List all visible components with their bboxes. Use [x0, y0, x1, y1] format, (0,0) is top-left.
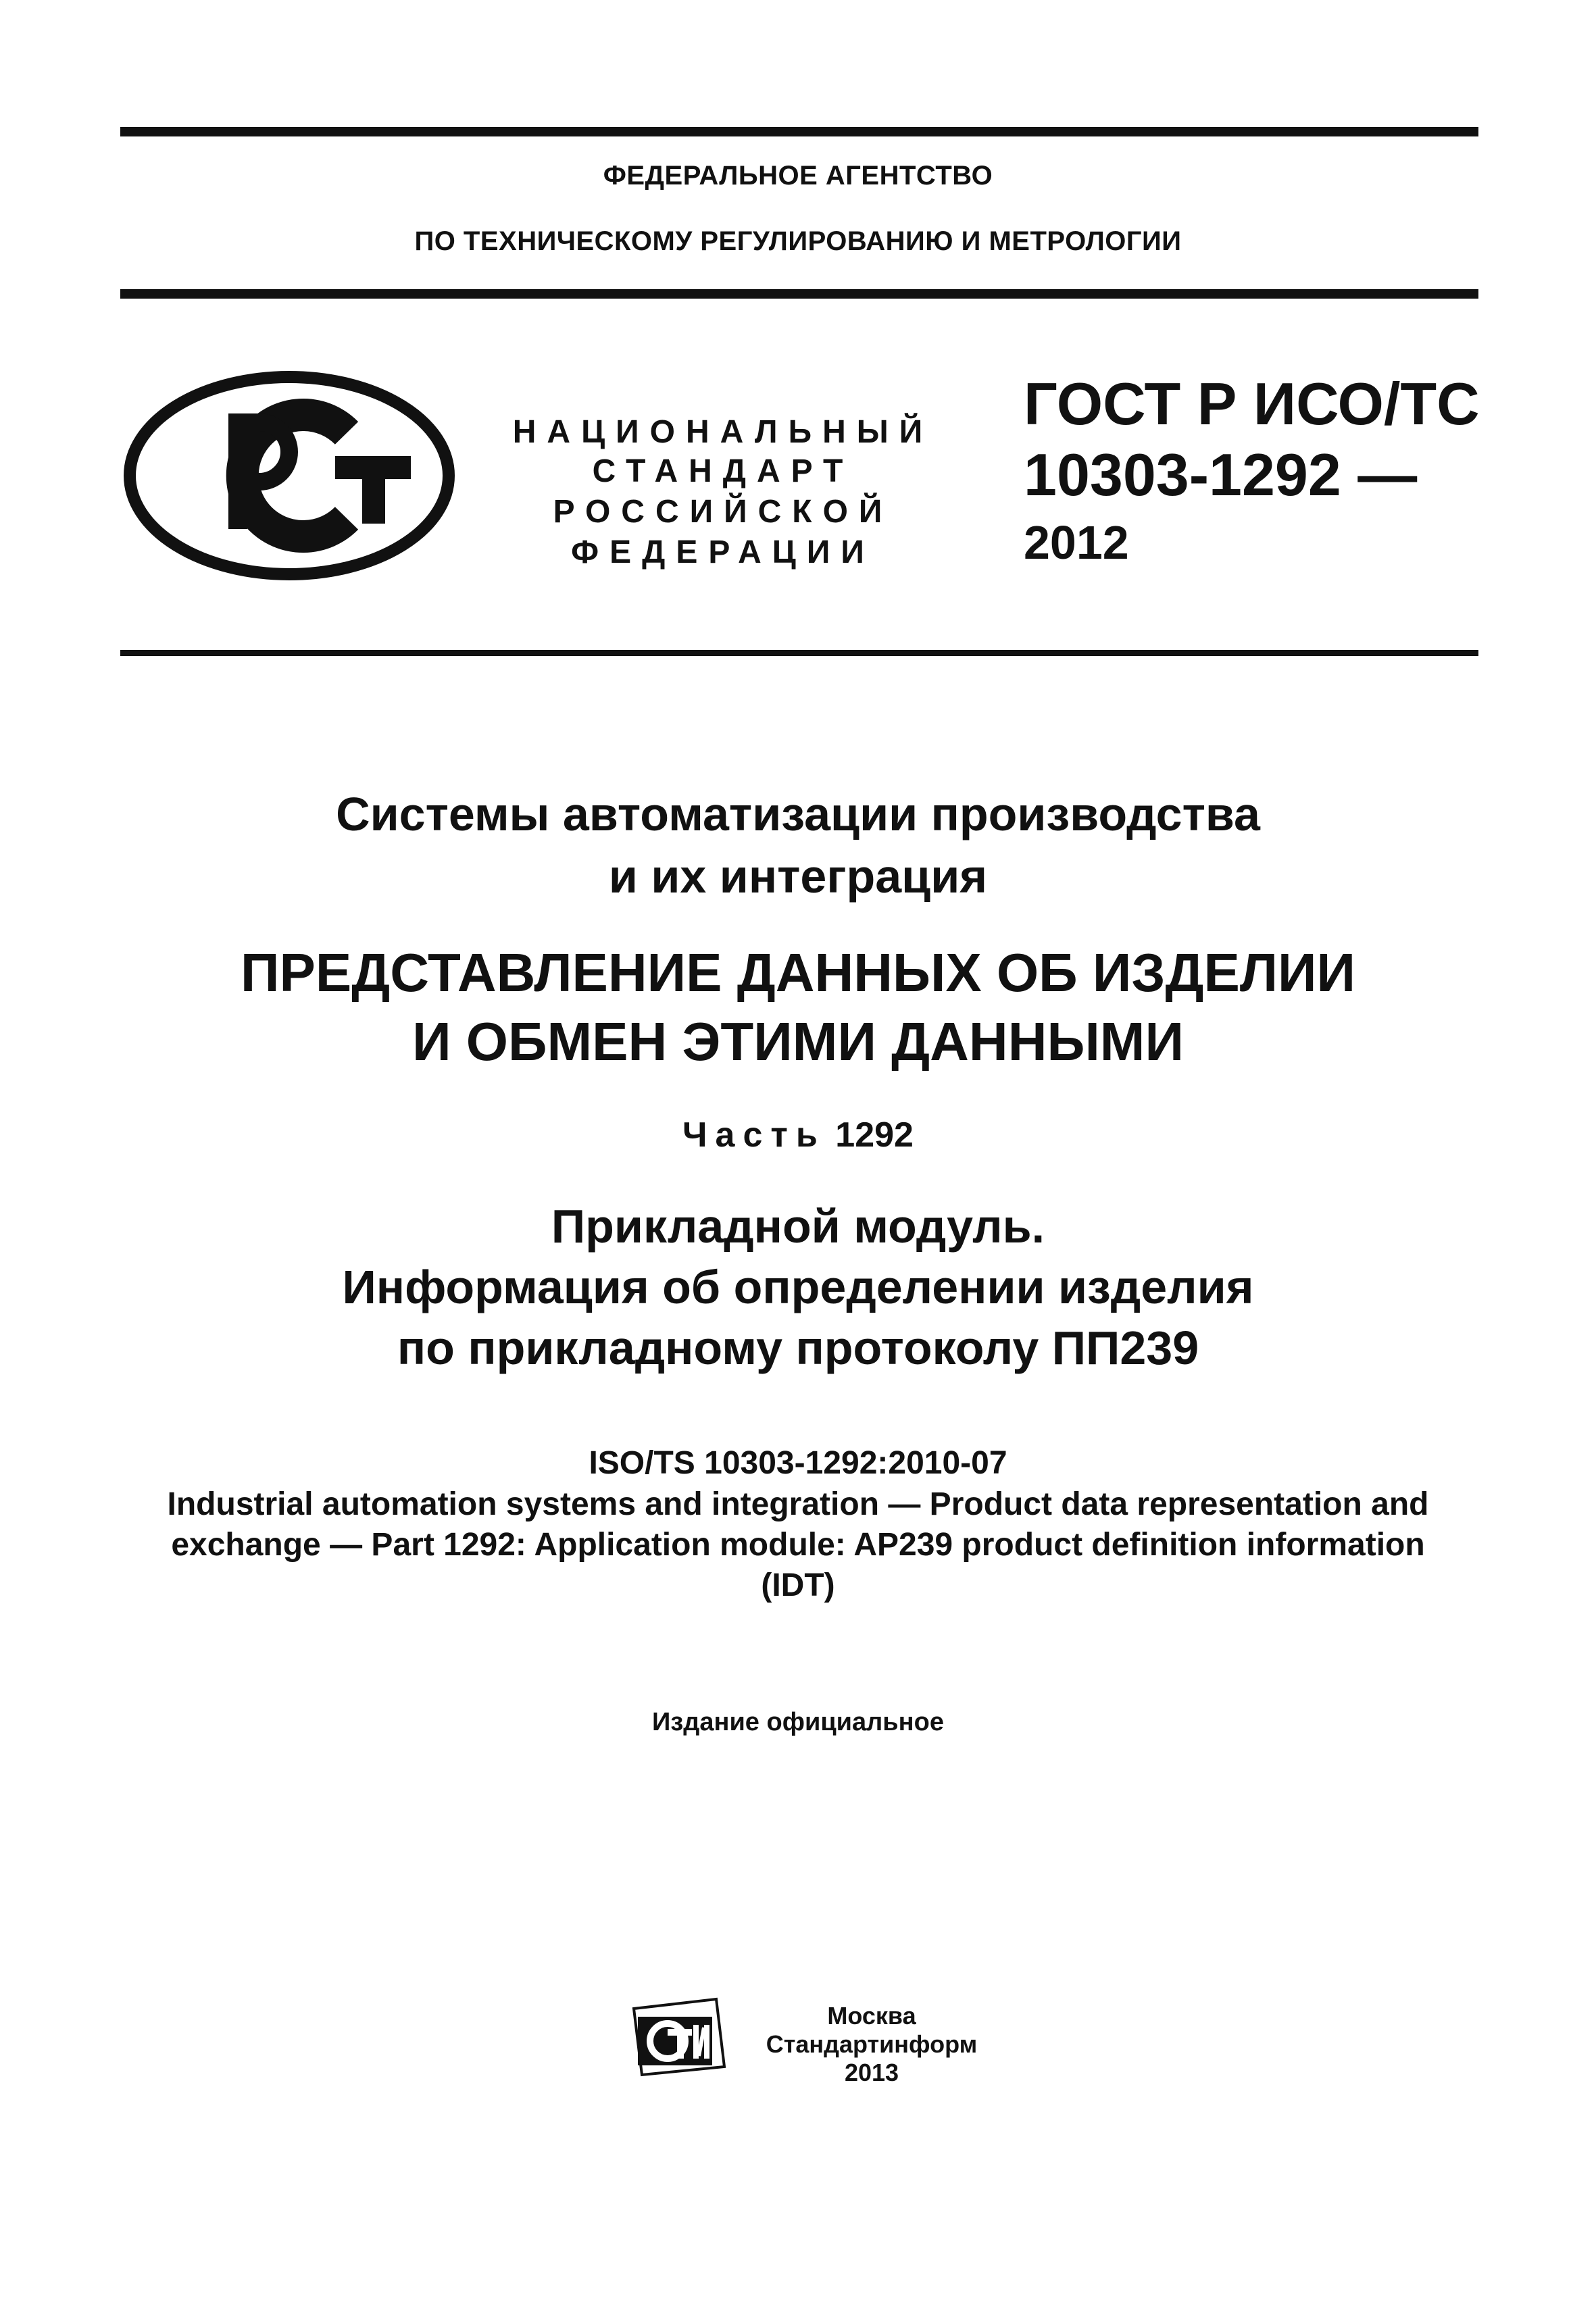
agency-name-line-1: ФЕДЕРАЛЬНОЕ АГЕНТСТВО — [603, 161, 993, 191]
agency-name-line-2: ПО ТЕХНИЧЕСКОМУ РЕГУЛИРОВАНИЮ И МЕТРОЛОГИИ — [414, 226, 1182, 256]
subtitle-line-1: Прикладной модуль. — [551, 1200, 1045, 1253]
standard-type-line-3: РОССИЙСКОЙ — [553, 494, 893, 530]
publisher-city: Москва — [827, 2002, 916, 2030]
designation-line-2: 10303-1292 — — [1024, 441, 1418, 508]
main-title-line-2: И ОБМЕН ЭТИМИ ДАННЫМИ — [412, 1011, 1184, 1072]
standard-type-line-2: СТАНДАРТ — [592, 453, 854, 489]
international-title-line-1: Industrial automation systems and integration — Product data representation and — [167, 1486, 1429, 1522]
subtitle-line-3: по прикладному протоколу ПП239 — [397, 1322, 1199, 1374]
main-title-line-1: ПРЕДСТАВЛЕНИЕ ДАННЫХ ОБ ИЗДЕЛИИ — [241, 942, 1355, 1003]
top-rule — [120, 127, 1478, 136]
title-line-2: и их интеграция — [608, 850, 988, 903]
publisher-name: Стандартинформ — [766, 2030, 978, 2058]
standard-type-line-4: ФЕДЕРАЦИИ — [571, 534, 875, 570]
lower-rule — [120, 650, 1478, 656]
international-title-line-3: (IDT) — [761, 1567, 835, 1603]
part-label — [0, 1115, 1596, 1155]
publisher-year: 2013 — [844, 2059, 899, 2086]
standartinform-logo — [628, 1996, 730, 2078]
international-code: ISO/TS 10303-1292:2010-07 — [589, 1445, 1007, 1481]
subtitle-line-2: Информация об определении изделия — [342, 1261, 1254, 1313]
standard-type-line-1: НАЦИОНАЛЬНЫЙ — [512, 414, 934, 450]
international-title-line-2: exchange — Part 1292: Application module: AP239 product definition information — [171, 1527, 1425, 1563]
designation-year: 2012 — [1024, 516, 1129, 569]
part-word: Часть — [682, 1115, 826, 1155]
title-line-1: Системы автоматизации производства — [336, 788, 1260, 840]
part-number: 1292 — [835, 1115, 914, 1155]
rst-certification-logo — [120, 368, 458, 583]
edition-label: Издание официальное — [652, 1708, 944, 1736]
upper-rule — [120, 289, 1478, 299]
designation-line-1: ГОСТ Р ИСО/ТС — [1024, 370, 1480, 437]
